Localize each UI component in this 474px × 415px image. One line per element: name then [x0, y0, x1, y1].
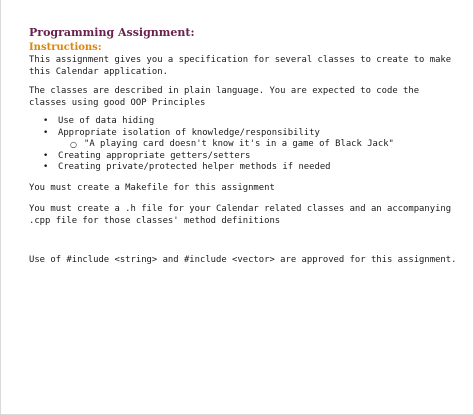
- bullet-icon: •: [43, 127, 49, 138]
- bullet-icon: •: [43, 116, 49, 126]
- page-title: Programming Assignment:: [29, 26, 195, 39]
- bullet-icon: •: [43, 150, 49, 161]
- list-item-text: Use of data hiding: [58, 116, 155, 126]
- files-line: .cpp file for those classes' method definitions: [29, 215, 281, 226]
- list-item: [1, 128, 474, 140]
- instructions-heading: Instructions:: [29, 42, 102, 53]
- list-item: [1, 116, 474, 128]
- bullet-icon: •: [43, 162, 49, 172]
- oop-line: classes using good OOP Principles: [29, 97, 206, 108]
- oop-principles-list: [1, 116, 474, 174]
- oop-paragraph: [29, 86, 419, 109]
- list-item: [1, 162, 474, 174]
- oop-line: The classes are described in plain language. You are expected to code the: [29, 86, 420, 96]
- includes-paragraph: Use of #include <string> and #include <vector> are approved for this assignment.: [29, 255, 457, 265]
- hollow-bullet-icon: ○: [70, 140, 77, 149]
- intro-paragraph: [29, 55, 451, 78]
- intro-line: this Calendar application.: [29, 66, 168, 77]
- list-item-text: Creating appropriate getters/setters: [58, 150, 251, 161]
- sub-list-item: [1, 139, 474, 151]
- files-line: You must create a .h file for your Calendar related classes and an accompanying: [29, 204, 452, 214]
- makefile-paragraph: You must create a Makefile for this assignment: [29, 183, 275, 193]
- files-paragraph: [29, 204, 451, 227]
- list-item-text: Creating private/protected helper methods if needed: [58, 162, 331, 172]
- intro-line: This assignment gives you a specification for several classes to create to make: [29, 55, 452, 65]
- list-item: [1, 151, 474, 163]
- sub-list-item-text: "A playing card doesn't know it's in a game of Black Jack": [84, 139, 394, 149]
- list-item-text: Appropriate isolation of knowledge/responsibility: [58, 127, 320, 138]
